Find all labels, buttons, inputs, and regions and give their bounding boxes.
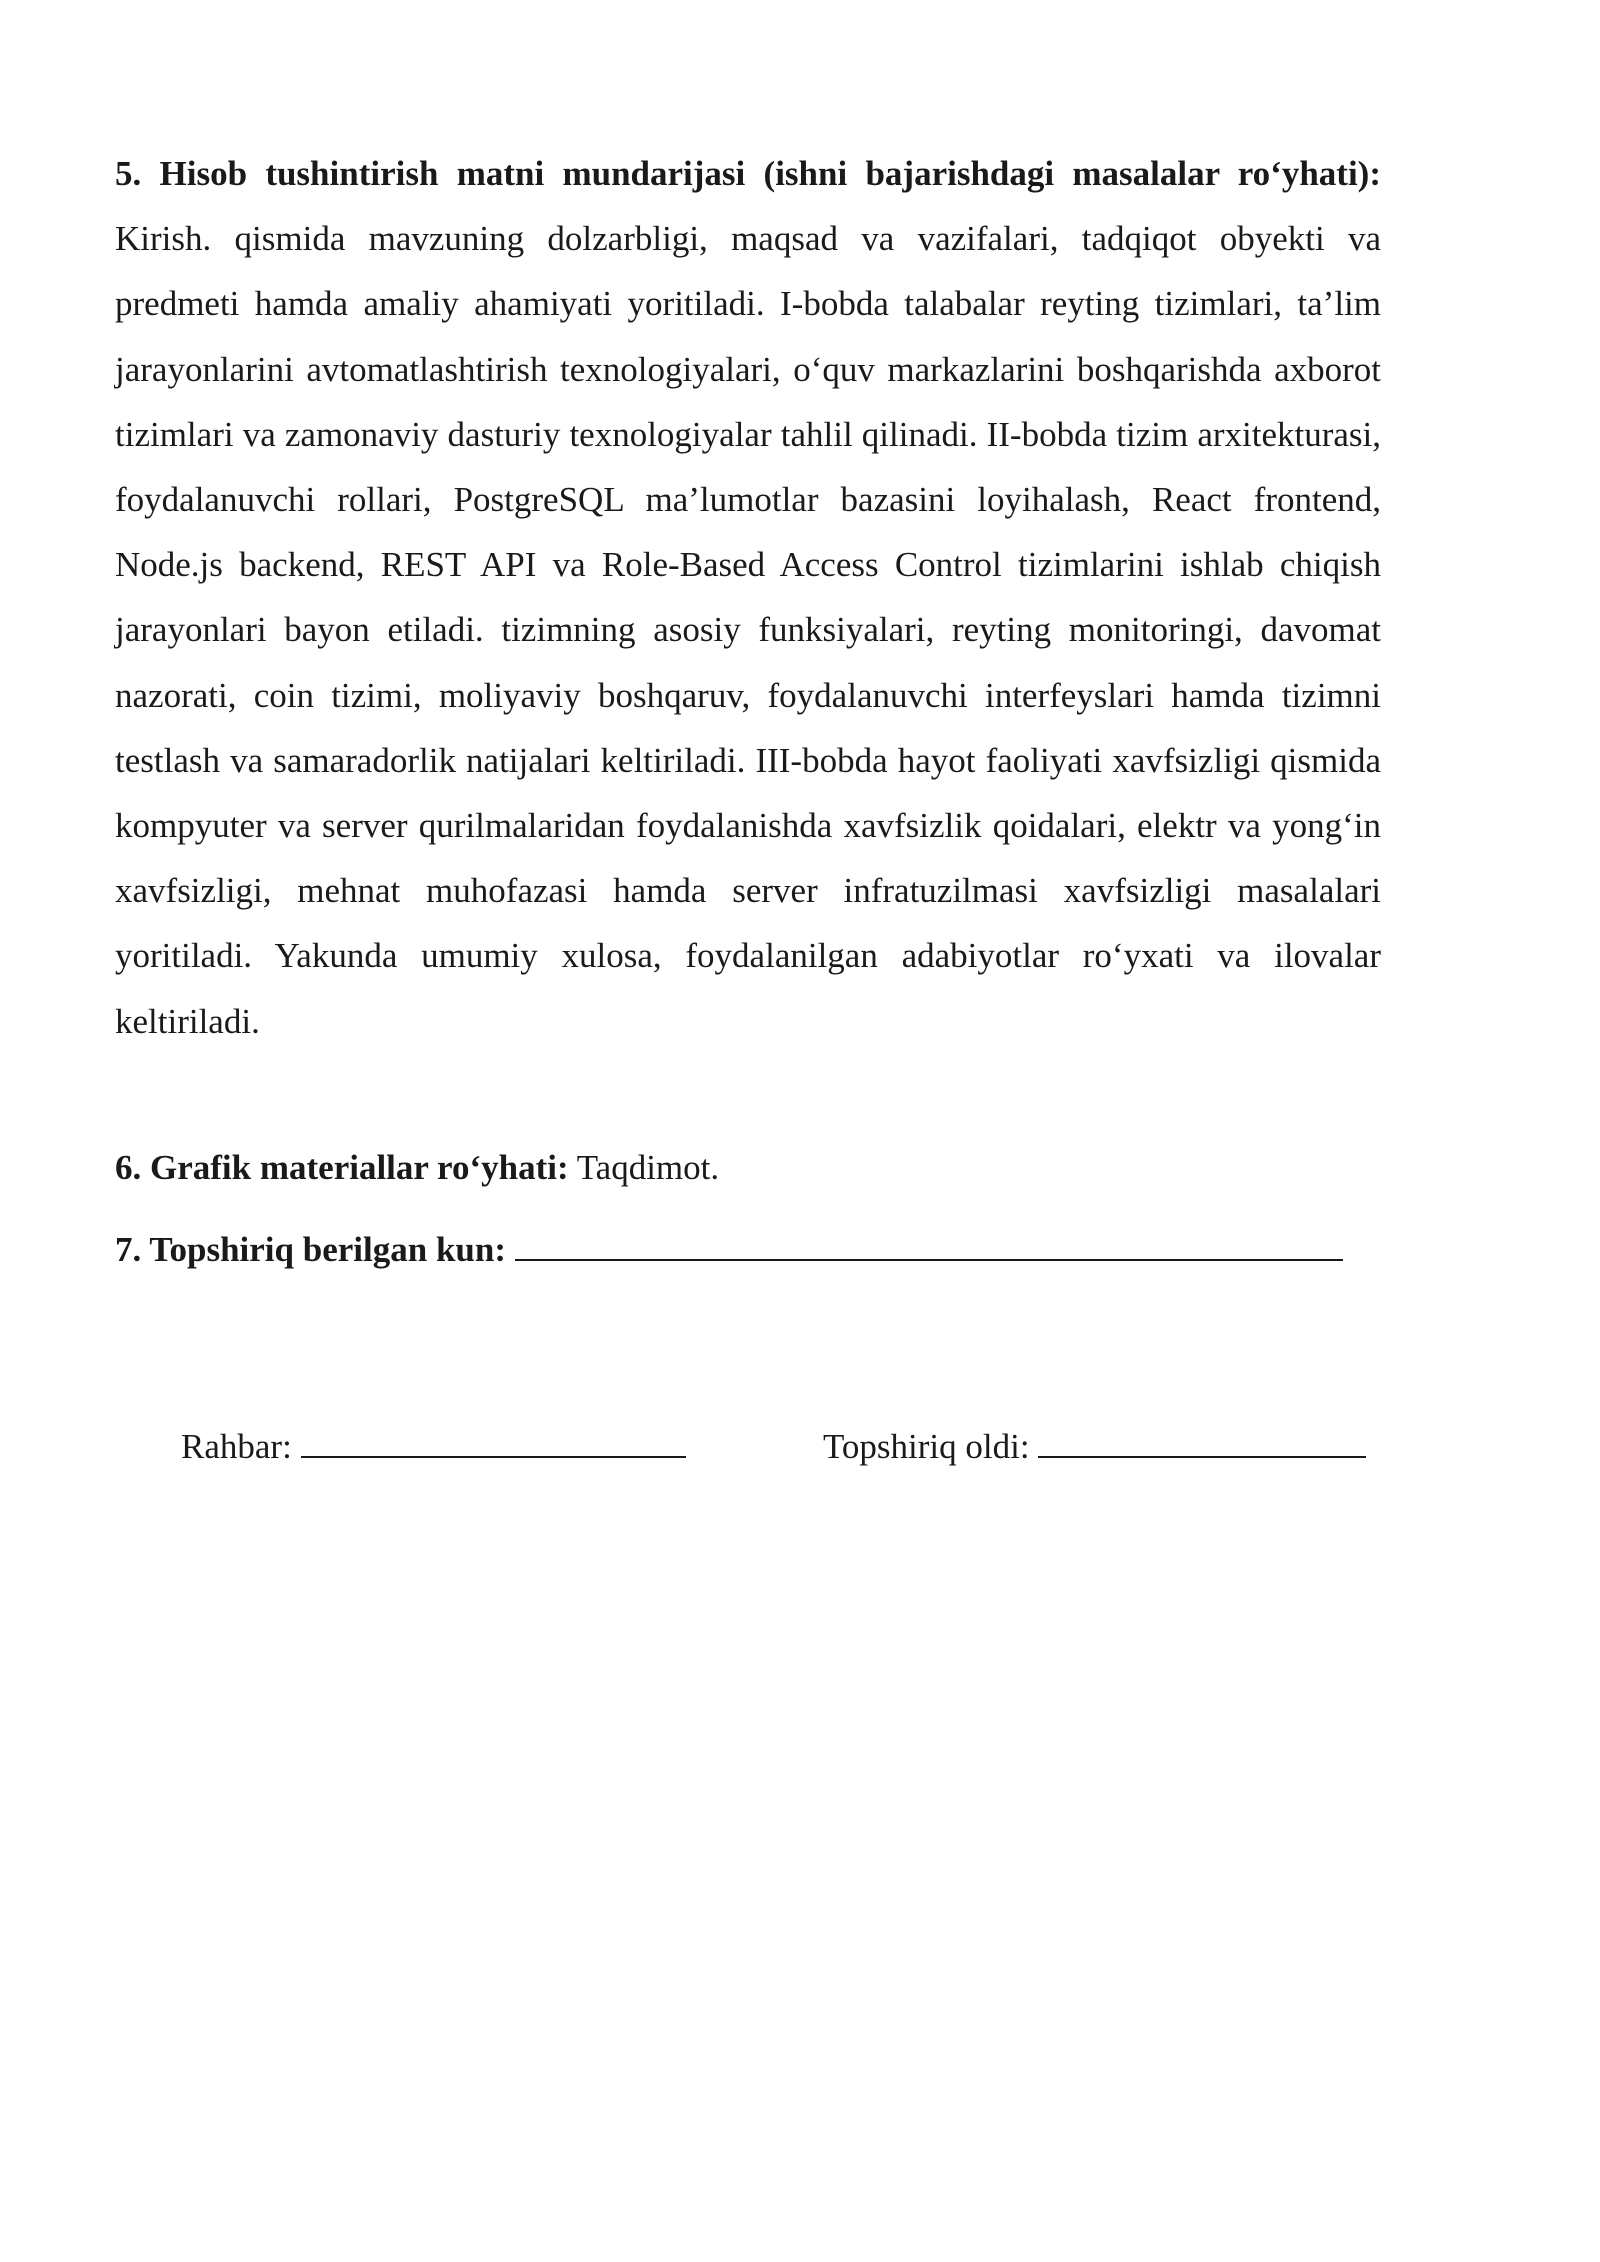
date-blank-line [515, 1225, 1343, 1261]
section-6-paragraph [115, 1135, 1381, 1200]
topshiriq-oldi-signature-line [1038, 1422, 1366, 1458]
section-7-paragraph [115, 1217, 1395, 1282]
section-5-paragraph [115, 141, 1381, 1054]
rahbar-label: Rahbar: [181, 1427, 292, 1466]
section-6-heading: 6. Grafik materiallar ro‘yhati: [115, 1148, 569, 1187]
rahbar-signature-line [301, 1422, 686, 1458]
section-5-heading: 5. Hisob tushintirish matni mundarijasi (ishni bajarishdagi masalalar ro‘yhati): [115, 154, 1381, 193]
topshiriq-oldi-signature [823, 1414, 1366, 1479]
section-6-value: Taqdimot. [568, 1148, 720, 1187]
topshiriq-oldi-label: Topshiriq oldi: [823, 1427, 1030, 1466]
section-7-heading: 7. Topshiriq berilgan kun: [115, 1230, 506, 1269]
rahbar-signature [181, 1414, 686, 1479]
section-5-body: Kirish. qismida mavzuning dolzarbligi, maqsad va vazifalari, tadqiqot obyekti va predmeti hamda amaliy ahamiyati yoritiladi. I-bobda talabalar reyting tizimlari, ta’lim jarayonlarini avtomatlashtirish texnologiyalari, o‘quv markazlarini boshqarishda axborot tizimlari va zamonaviy dasturiy texnologiyalar tahlil qilinadi. II-bobda tizim arxitekturasi, foydalanuvchi rollari, PostgreSQL ma’lumotlar bazasini loyihalash, React frontend, Node.js backend, REST API va Role-Based Access Control tizimlarini ishlab chiqish jarayonlari bayon etiladi. tizimning asosiy funksiyalari, reyting monitoringi, davomat nazorati, coin tizimi, moliyaviy boshqaruv, foydalanuvchi interfeyslari hamda tizimni testlash va samaradorlik natijalari keltiriladi. III-bobda hayot faoliyati xavfsizligi qismida kompyuter va server qurilmalaridan foydalanishda xavfsizlik qoidalari, elektr va yong‘in xavfsizligi, mehnat muhofazasi hamda server infratuzilmasi xavfsizligi masalalari yoritiladi. Yakunda umumiy xulosa, foydalanilgan adabiyotlar ro‘yxati va ilovalar keltiriladi. [115, 219, 1381, 1041]
